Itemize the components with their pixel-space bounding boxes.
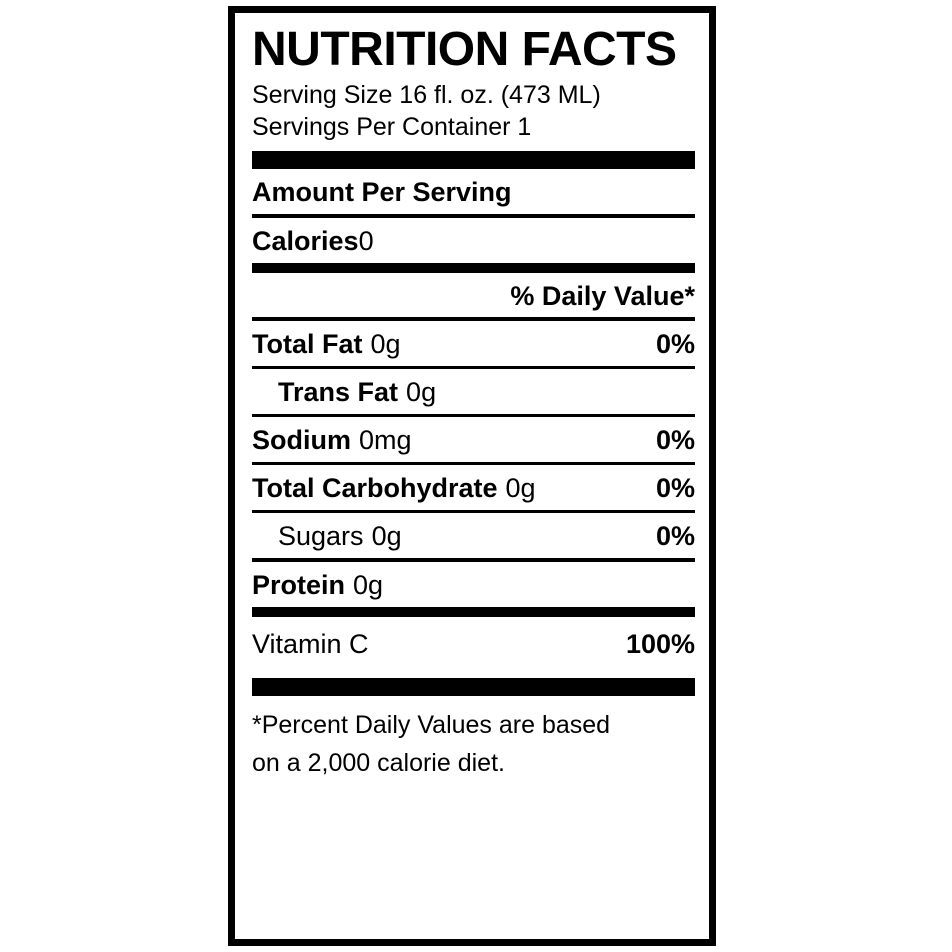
servings-per-container-text: Servings Per Container 1 <box>252 113 532 141</box>
nutrient-row-total-carbohydrate <box>252 465 695 510</box>
nutrient-row-protein <box>252 562 695 607</box>
nutrient-daily-value: 0% <box>655 329 695 359</box>
nutrient-name: Sugars <box>278 521 364 551</box>
page-title: NUTRITION FACTS <box>252 23 677 76</box>
nutrition-facts-panel <box>228 6 716 946</box>
footnote <box>252 696 695 782</box>
daily-value-header: % Daily Value* <box>510 281 695 311</box>
nutrient-name: Trans Fat <box>278 377 399 407</box>
calories-row <box>252 218 695 263</box>
calories-label: Calories <box>252 226 359 256</box>
nutrient-name: Protein <box>252 570 346 600</box>
vitamin-row-vitamin-c <box>252 617 695 670</box>
nutrient-daily-value: 0% <box>655 425 695 455</box>
nutrient-name: Total Carbohydrate <box>252 473 498 503</box>
nutrient-daily-value: 0% <box>655 473 695 503</box>
vitamin-name: Vitamin C <box>252 629 369 659</box>
nutrient-amount: 0g <box>353 570 384 600</box>
serving-size-text: Serving Size 16 fl. oz. (473 ML) <box>252 81 601 109</box>
amount-per-serving-label: Amount Per Serving <box>252 177 512 207</box>
nutrient-amount: 0mg <box>359 425 412 455</box>
divider-above-vitamins <box>252 607 695 617</box>
calories-value: 0 <box>358 226 374 256</box>
footnote-line-2: on a 2,000 calorie diet. <box>252 749 505 777</box>
nutrient-row-sugars <box>252 513 695 558</box>
nutrient-row-total-fat <box>252 321 695 366</box>
nutrient-row-trans-fat <box>252 369 695 414</box>
nutrient-amount: 0g <box>371 521 402 551</box>
divider-under-calories <box>252 263 695 273</box>
nutrient-amount: 0g <box>505 473 536 503</box>
nutrition-facts-content <box>252 23 695 782</box>
divider-thick-bottom <box>252 678 695 696</box>
nutrient-name: Total Fat <box>252 329 363 359</box>
nutrient-row-sodium <box>252 417 695 462</box>
nutrient-name: Sodium <box>252 425 351 455</box>
nutrient-amount: 0g <box>406 377 437 407</box>
footnote-line-1: *Percent Daily Values are based <box>252 711 611 739</box>
divider-thick-top <box>252 151 695 169</box>
vitamin-daily-value: 100% <box>625 629 695 659</box>
nutrient-daily-value: 0% <box>655 521 695 551</box>
nutrient-amount: 0g <box>370 329 401 359</box>
